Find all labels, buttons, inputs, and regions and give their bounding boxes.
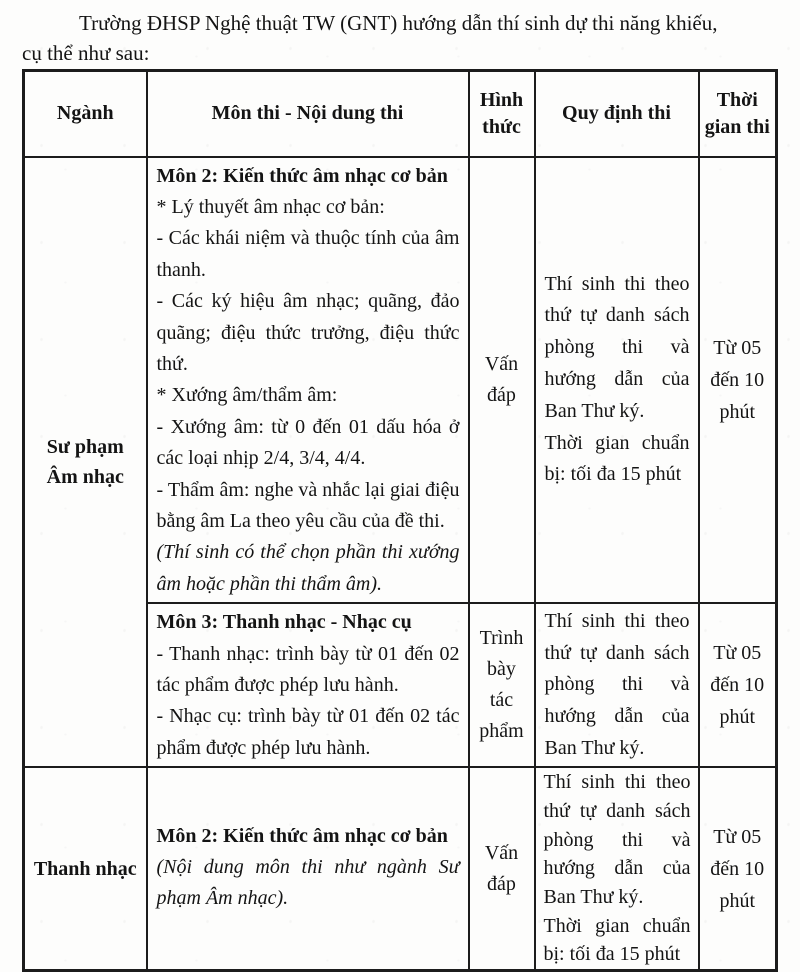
- mon2-item-ky-hieu: - Các ký hiệu âm nhạc; quãng, đảo quãng; điệu thức trưởng, điệu thức thứ.: [156, 290, 460, 375]
- cell-thoi-gian-3: Từ 05 đến 10 phút: [699, 767, 777, 970]
- mon2-title: Môn 2: Kiến thức âm nhạc cơ bản: [156, 164, 448, 187]
- cell-hinh-thuc-van-dap-2: Vấn đáp: [469, 767, 535, 970]
- cell-hinh-thuc-van-dap-1: Vấn đáp: [469, 157, 535, 604]
- thanh-nhac-mon2-note: (Nội dung môn thi như ngành Sư phạm Âm nhạc).: [156, 855, 460, 910]
- cell-thoi-gian-2: Từ 05 đến 10 phút: [699, 603, 777, 767]
- cell-quy-dinh-1: [535, 157, 699, 604]
- header-mon-thi: Môn thi - Nội dung thi: [147, 71, 469, 157]
- mon2-item-xuong-am-header: * Xướng âm/thẩm âm:: [156, 384, 338, 407]
- cell-quy-dinh-2: [535, 603, 699, 767]
- header-hinh-thuc: Hình thức: [469, 71, 535, 157]
- mon3-item-thanh-nhac: - Thanh nhạc: trình bày từ 01 đến 02 tác phẩm được phép lưu hành.: [156, 642, 460, 696]
- row-thanh-nhac: [24, 767, 777, 970]
- header-row: [24, 71, 777, 157]
- cell-thoi-gian-1: Từ 05 đến 10 phút: [699, 157, 777, 604]
- mon3-title: Môn 3: Thanh nhạc - Nhạc cụ: [156, 611, 412, 634]
- cell-quy-dinh-3: [535, 767, 699, 970]
- quy-dinh-2-p1: Thí sinh thi theo thứ tự danh sách phòng thi và hướng dẫn của Ban Thư ký.: [544, 609, 690, 759]
- cell-nganh-su-pham-am-nhac: Sư phạm Âm nhạc: [24, 157, 147, 768]
- mon2-item-ly-thuyet: * Lý thuyết âm nhạc cơ bản:: [156, 195, 385, 218]
- quy-dinh-1-p2: Thời gian chuẩn bị: tối đa 15 phút: [544, 431, 690, 486]
- header-nganh: Ngành: [24, 71, 147, 157]
- header-quy-dinh: Quy định thi: [535, 71, 699, 157]
- cell-hinh-thuc-trinh-bay: Trình bày tác phẩm: [469, 603, 535, 767]
- header-thoi-gian: Thời gian thi: [699, 71, 777, 157]
- intro-line-2: cụ thể như sau:: [22, 41, 150, 65]
- quy-dinh-3-p1: Thí sinh thi theo thứ tự danh sách phòng thi và hướng dẫn của Ban Thư ký.: [543, 771, 691, 909]
- row-su-pham-am-nhac-mon2: [24, 157, 777, 604]
- quy-dinh-3-p2: Thời gian chuẩn bị: tối đa 15 phút: [543, 914, 691, 966]
- intro-line-1: Trường ĐHSP Nghệ thuật TW (GNT) hướng dẫn thí sinh dự thi năng khiếu,: [79, 11, 718, 35]
- mon2-item-khai-niem: - Các khái niệm và thuộc tính của âm thanh.: [156, 227, 460, 281]
- cell-mon3-content: [147, 603, 469, 767]
- quy-dinh-1-p1: Thí sinh thi theo thứ tự danh sách phòng thi và hướng dẫn của Ban Thư ký.: [544, 272, 690, 422]
- cell-nganh-thanh-nhac: Thanh nhạc: [24, 767, 147, 970]
- intro-paragraph: [0, 0, 800, 68]
- mon3-item-nhac-cu: - Nhạc cụ: trình bày từ 01 đến 02 tác phẩm được phép lưu hành.: [156, 705, 460, 759]
- exam-schedule-table: [22, 69, 778, 972]
- mon2-item-xuong-am: - Xướng âm: từ 0 đến 01 dấu hóa ở các loại nhịp 2/4, 3/4, 4/4.: [156, 415, 460, 470]
- mon2-item-tham-am: - Thẩm âm: nghe và nhắc lại giai điệu bằng âm La theo yêu cầu của đề thi.: [156, 478, 460, 532]
- mon2-note: (Thí sinh có thể chọn phần thi xướng âm hoặc phần thi thẩm âm).: [156, 541, 460, 595]
- thanh-nhac-mon2-title: Môn 2: Kiến thức âm nhạc cơ bản: [156, 824, 448, 847]
- cell-thanh-nhac-mon2-content: [147, 767, 469, 970]
- cell-mon2-content: [147, 157, 469, 604]
